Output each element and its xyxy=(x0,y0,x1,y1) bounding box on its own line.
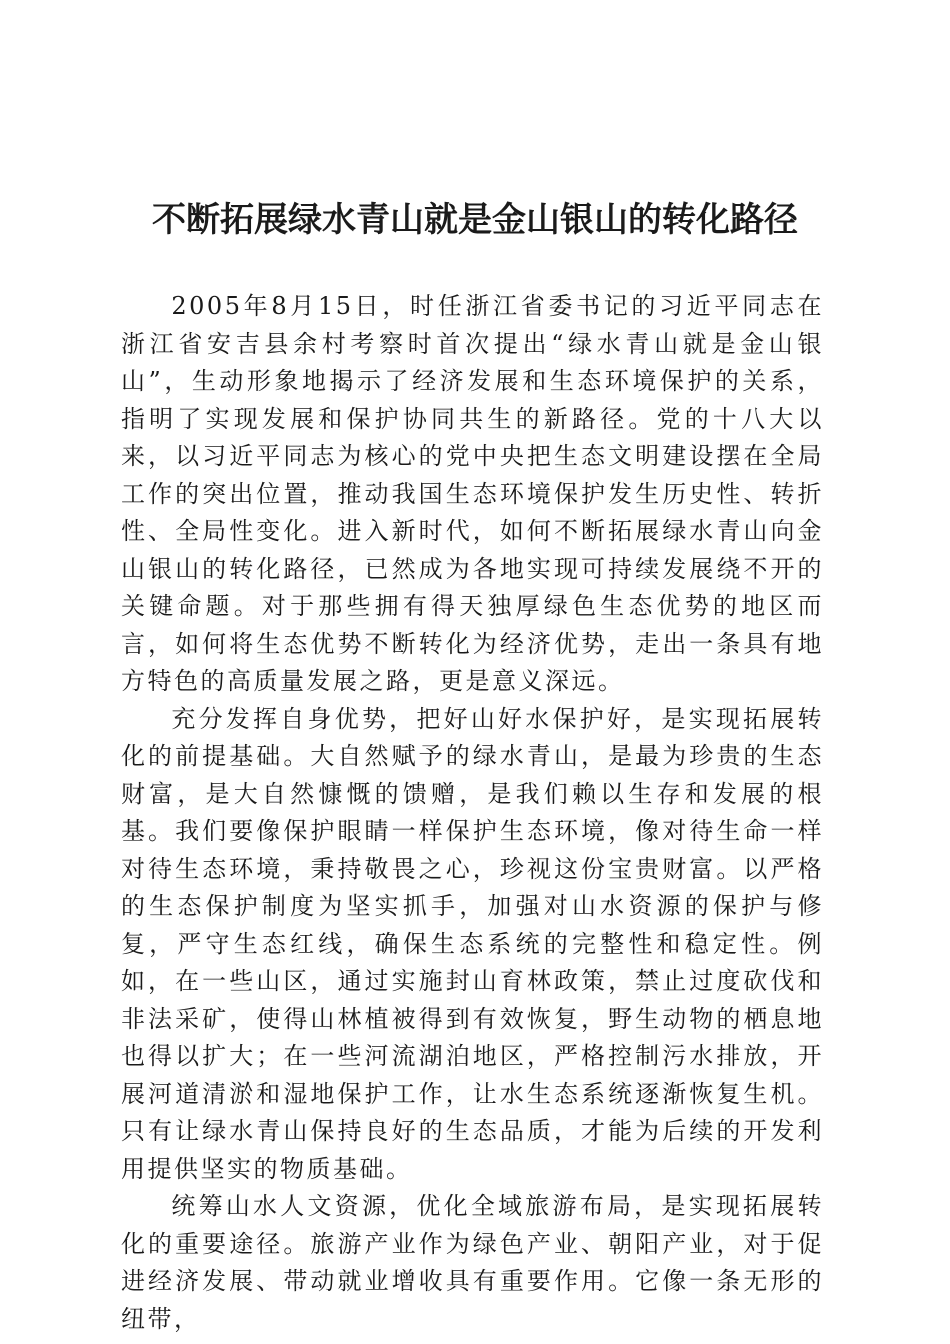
paragraph-2: 充分发挥自身优势，把好山好水保护好，是实现拓展转化的前提基础。大自然赋予的绿水青山，是最为珍贵的生态财富，是大自然慷慨的馈赠，是我们赖以生存和发展的根基。我们要像保护眼睛一样保护生态环境，像对待生命一样对待生态环境，秉持敬畏之心，珍视这份宝贵财富。以严格的生态保护制度为坚实抓手，加强对山水资源的保护与修复，严守生态红线，确保生态系统的完整性和稳定性。例如，在一些山区，通过实施封山育林政策，禁止过度砍伐和非法采矿，使得山林植被得到有效恢复，野生动物的栖息地也得以扩大；在一些河流湖泊地区，严格控制污水排放，开展河道清淤和湿地保护工作，让水生态系统逐渐恢复生机。只有让绿水青山保持良好的生态品质，才能为后续的开发利用提供坚实的物质基础。 xyxy=(121,704,824,1183)
document-body xyxy=(121,288,824,1338)
paragraph-3: 统筹山水人文资源，优化全域旅游布局，是实现拓展转化的重要途径。旅游产业作为绿色产业、朝阳产业，对于促进经济发展、带动就业增收具有重要作用。它像一条无形的纽带， xyxy=(121,1192,824,1333)
paragraph-1: 2005年8月15日，时任浙江省委书记的习近平同志在浙江省安吉县余村考察时首次提出“绿水青山就是金山银山”，生动形象地揭示了经济发展和生态环境保护的关系，指明了实现发展和保护协同共生的新路径。党的十八大以来，以习近平同志为核心的党中央把生态文明建设摆在全局工作的突出位置，推动我国生态环境保护发生历史性、转折性、全局性变化。进入新时代，如何不断拓展绿水青山向金山银山的转化路径，已然成为各地实现可持续发展绕不开的关键命题。对于那些拥有得天独厚绿色生态优势的地区而言，如何将生态优势不断转化为经济优势，走出一条具有地方特色的高质量发展之路，更是意义深远。 xyxy=(121,292,824,695)
page-title: 不断拓展绿水青山就是金山银山的转化路径 xyxy=(152,200,798,240)
